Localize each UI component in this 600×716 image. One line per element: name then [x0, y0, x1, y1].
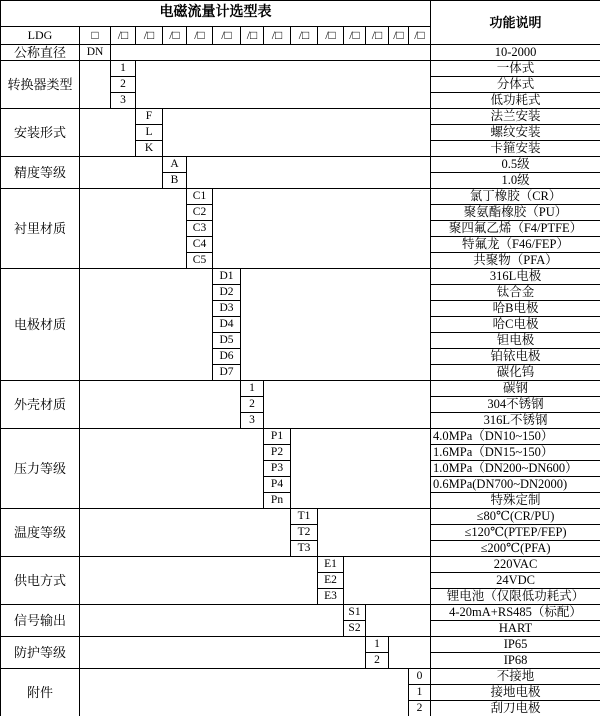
model-slot-box: /□ — [241, 27, 264, 45]
model-slot-box: /□ — [163, 27, 187, 45]
code-cell: F — [136, 109, 163, 125]
model-slot-box: /□ — [389, 27, 409, 45]
desc-cell: 钛合金 — [431, 285, 600, 301]
desc-cell: 钽电极 — [431, 333, 600, 349]
table-row — [1, 605, 600, 621]
desc-cell: 锂电池（仅限低功耗式） — [431, 589, 600, 605]
spacer-cell — [80, 269, 213, 381]
desc-cell: 低功耗式 — [431, 93, 600, 109]
model-slot-box: /□ — [366, 27, 389, 45]
code-cell: D4 — [213, 317, 241, 333]
category-label: 精度等级 — [1, 157, 80, 189]
desc-cell: 接地电极 — [431, 685, 600, 701]
desc-cell: HART — [431, 621, 600, 637]
code-cell: P1 — [264, 429, 291, 445]
desc-cell: 哈B电极 — [431, 301, 600, 317]
code-cell: P2 — [264, 445, 291, 461]
table-row — [1, 509, 600, 525]
desc-cell: 1.0MPa（DN200~DN600） — [431, 461, 600, 477]
spacer-cell — [80, 605, 344, 637]
desc-cell: ≤80℃(CR/PU) — [431, 509, 600, 525]
code-cell: 2 — [111, 77, 136, 93]
code-cell: P3 — [264, 461, 291, 477]
desc-cell: 304不锈钢 — [431, 397, 600, 413]
model-slot-box: /□ — [291, 27, 318, 45]
code-cell: D2 — [213, 285, 241, 301]
category-label: 电极材质 — [1, 269, 80, 381]
code-cell: K — [136, 141, 163, 157]
table-row — [1, 1, 600, 27]
spacer-cell — [318, 509, 431, 557]
code-cell: 1 — [111, 61, 136, 77]
table-row — [1, 381, 600, 397]
table-row — [1, 189, 600, 205]
desc-cell: 哈C电极 — [431, 317, 600, 333]
model-base-box: □ — [80, 27, 111, 45]
code-cell: D3 — [213, 301, 241, 317]
desc-cell: 共聚物（PFA） — [431, 253, 600, 269]
code-cell: A — [163, 157, 187, 173]
code-cell: C2 — [187, 205, 213, 221]
code-cell: L — [136, 125, 163, 141]
spacer-cell — [80, 189, 187, 269]
category-label: 防护等级 — [1, 637, 80, 669]
model-slot-box: /□ — [318, 27, 344, 45]
code-cell: S2 — [344, 621, 366, 637]
table-row — [1, 557, 600, 573]
model-slot-box: /□ — [187, 27, 213, 45]
spacer-cell — [80, 557, 318, 605]
spacer-cell — [80, 109, 136, 157]
spacer-cell — [213, 189, 431, 269]
category-label: 外壳材质 — [1, 381, 80, 429]
spacer-cell — [136, 61, 431, 109]
spacer-cell — [163, 109, 431, 157]
category-label: 附件 — [1, 669, 80, 716]
page-title: 电磁流量计选型表 — [1, 1, 431, 27]
spacer-cell — [291, 429, 431, 509]
desc-cell: 24VDC — [431, 573, 600, 589]
code-cell: C5 — [187, 253, 213, 269]
desc-cell: 氯丁橡胶（CR） — [431, 189, 600, 205]
category-label: 压力等级 — [1, 429, 80, 509]
desc-cell: 卡箍安装 — [431, 141, 600, 157]
spacer-cell — [389, 637, 431, 669]
category-label: 温度等级 — [1, 509, 80, 557]
code-cell: 1 — [409, 685, 431, 701]
desc-cell: IP65 — [431, 637, 600, 653]
code-cell: 3 — [111, 93, 136, 109]
spacer-cell — [187, 157, 431, 189]
desc-cell: IP68 — [431, 653, 600, 669]
code-cell: D5 — [213, 333, 241, 349]
category-label: 信号输出 — [1, 605, 80, 637]
desc-cell: 螺纹安装 — [431, 125, 600, 141]
desc-cell: 分体式 — [431, 77, 600, 93]
code-cell: 3 — [241, 413, 264, 429]
code-cell: B — [163, 173, 187, 189]
model-prefix: LDG — [1, 27, 80, 45]
code-cell: 2 — [409, 701, 431, 716]
desc-cell: 4.0MPa（DN10~150） — [431, 429, 600, 445]
spacer-cell — [264, 381, 431, 429]
code-cell: D1 — [213, 269, 241, 285]
desc-cell: 聚氨酯橡胶（PU） — [431, 205, 600, 221]
code-cell: D7 — [213, 365, 241, 381]
spacer-cell — [80, 509, 291, 557]
desc-cell: 316L电极 — [431, 269, 600, 285]
spacer-cell — [241, 269, 431, 381]
model-slot-box: /□ — [264, 27, 291, 45]
code-cell: D6 — [213, 349, 241, 365]
model-slot-box: /□ — [344, 27, 366, 45]
table-row — [1, 61, 600, 77]
code-cell: E2 — [318, 573, 344, 589]
desc-cell: 不接地 — [431, 669, 600, 685]
desc-cell: 220VAC — [431, 557, 600, 573]
code-cell: 1 — [241, 381, 264, 397]
spacer-cell — [80, 61, 111, 109]
desc-cell: 一体式 — [431, 61, 600, 77]
code-cell: S1 — [344, 605, 366, 621]
desc-cell: ≤120℃(PTEP/FEP) — [431, 525, 600, 541]
spacer-cell — [80, 637, 366, 669]
table-row — [1, 669, 600, 685]
code-cell: T1 — [291, 509, 318, 525]
spacer-cell — [80, 381, 241, 429]
code-cell: E3 — [318, 589, 344, 605]
desc-cell: 316L不锈钢 — [431, 413, 600, 429]
code-cell: C1 — [187, 189, 213, 205]
code-cell: 2 — [241, 397, 264, 413]
category-label: 衬里材质 — [1, 189, 80, 269]
category-label: 转换器类型 — [1, 61, 80, 109]
desc-cell: 4-20mA+RS485（标配） — [431, 605, 600, 621]
code-cell: Pn — [264, 493, 291, 509]
table-row — [1, 429, 600, 445]
code-cell: T2 — [291, 525, 318, 541]
desc-cell: 特氟龙（F46/FEP） — [431, 237, 600, 253]
table-row — [1, 157, 600, 173]
model-slot-box: /□ — [213, 27, 241, 45]
model-slot-box: /□ — [409, 27, 431, 45]
code-cell: E1 — [318, 557, 344, 573]
desc-cell: ≤200℃(PFA) — [431, 541, 600, 557]
table-row — [1, 637, 600, 653]
code-cell: 2 — [366, 653, 389, 669]
desc-cell: 聚四氟乙烯（F4/PTFE） — [431, 221, 600, 237]
model-slot-box: /□ — [136, 27, 163, 45]
code-cell: T3 — [291, 541, 318, 557]
desc-cell: 0.6MPa(DN700~DN2000) — [431, 477, 600, 493]
desc-cell: 碳钢 — [431, 381, 600, 397]
table-row — [1, 45, 600, 61]
code-cell: C4 — [187, 237, 213, 253]
desc-cell: 1.6MPa（DN15~150） — [431, 445, 600, 461]
code-cell: 1 — [366, 637, 389, 653]
desc-cell: 铂铱电极 — [431, 349, 600, 365]
spacer-cell — [80, 429, 264, 509]
category-label: 安装形式 — [1, 109, 80, 157]
desc-cell: 10-2000 — [431, 45, 600, 61]
spacer-cell — [80, 157, 163, 189]
desc-cell: 特殊定制 — [431, 493, 600, 509]
table-row — [1, 269, 600, 285]
code-cell: C3 — [187, 221, 213, 237]
desc-cell: 碳化钨 — [431, 365, 600, 381]
spacer-cell — [111, 45, 431, 61]
spacer-cell — [344, 557, 431, 605]
function-column-header: 功能说明 — [431, 1, 600, 45]
desc-cell: 法兰安装 — [431, 109, 600, 125]
table-row — [1, 109, 600, 125]
category-label-dn: 公称直径 — [1, 45, 80, 61]
desc-cell: 0.5级 — [431, 157, 600, 173]
spacer-cell — [366, 605, 431, 637]
category-label: 供电方式 — [1, 557, 80, 605]
desc-cell: 刮刀电极 — [431, 701, 600, 716]
desc-cell: 1.0级 — [431, 173, 600, 189]
code-cell: 0 — [409, 669, 431, 685]
model-slot-box: /□ — [111, 27, 136, 45]
spacer-cell — [80, 669, 409, 716]
code-cell: DN — [80, 45, 111, 61]
code-cell: P4 — [264, 477, 291, 493]
